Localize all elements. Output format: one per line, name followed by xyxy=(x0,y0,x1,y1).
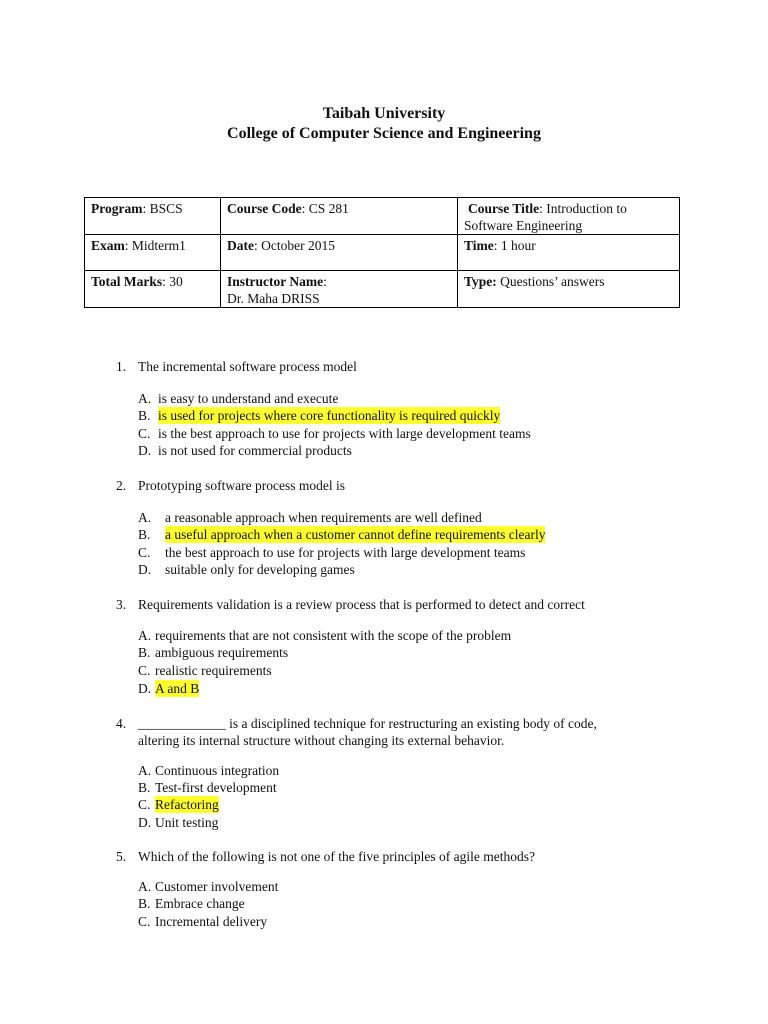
exam-label: Exam xyxy=(91,238,125,253)
total-marks-value: : 30 xyxy=(162,274,183,289)
q1-option-a-text: is easy to understand and execute xyxy=(158,391,339,406)
type-label: Type: xyxy=(464,274,497,289)
q4-option-d-text: Unit testing xyxy=(155,815,219,830)
question-4-text-line-1: _____________ is a disciplined technique for restructuring an existing body of code, xyxy=(138,716,597,731)
q2-option-d-text: suitable only for developing games xyxy=(165,562,355,577)
question-5-text: Which of the following is not one of the five principles of agile methods? xyxy=(138,849,536,864)
course-title-label: Course Title xyxy=(468,201,540,216)
total-marks-cell xyxy=(85,271,221,308)
course-code-label: Course Code xyxy=(227,201,302,216)
q5-option-b-letter: B. xyxy=(138,896,151,911)
q3-option-c-letter: C. xyxy=(138,663,151,678)
q4-option-d-letter: D. xyxy=(138,815,152,830)
exam-value: : Midterm1 xyxy=(124,238,186,253)
q1-option-c-text: is the best approach to use for projects with large development teams xyxy=(158,426,531,441)
q5-option-c-letter: C. xyxy=(138,914,151,929)
question-2-text: Prototyping software process model is xyxy=(138,478,345,493)
question-1-text: The incremental software process model xyxy=(138,359,357,374)
q3-option-a-letter: A. xyxy=(138,628,152,643)
q4-option-b-text: Test-first development xyxy=(155,780,277,795)
date-cell xyxy=(221,235,458,271)
q3-option-d-text: A and B xyxy=(155,681,200,696)
q4-option-a-letter: A. xyxy=(138,763,152,778)
q3-option-a-text: requirements that are not consistent with the scope of the problem xyxy=(155,628,512,643)
q1-option-d-text: is not used for commercial products xyxy=(158,443,352,458)
question-4-text-line-2: altering its internal structure without changing its external behavior. xyxy=(138,733,505,748)
q5-option-b-text: Embrace change xyxy=(155,896,245,911)
q1-option-b-letter: B. xyxy=(138,408,151,423)
instructor-label: Instructor Name xyxy=(227,274,324,289)
q3-option-c-text: realistic requirements xyxy=(155,663,272,678)
q5-option-a-text: Customer involvement xyxy=(155,879,279,894)
total-marks-label: Total Marks xyxy=(91,274,163,289)
info-row-3 xyxy=(85,271,680,308)
info-row-1 xyxy=(85,198,680,235)
time-cell xyxy=(458,235,680,271)
time-label: Time xyxy=(464,238,494,253)
instructor-colon: : xyxy=(323,274,327,289)
university-title: Taibah University xyxy=(322,105,446,122)
q1-option-b-text: is used for projects where core functionality is required quickly xyxy=(158,408,501,423)
time-value: : 1 hour xyxy=(493,238,536,253)
question-4-number: 4. xyxy=(116,716,127,731)
q4-option-a-text: Continuous integration xyxy=(155,763,280,778)
course-title-cell xyxy=(458,198,680,235)
question-3-text: Requirements validation is a review process that is performed to detect and correct xyxy=(138,597,585,612)
date-value: : October 2015 xyxy=(254,238,335,253)
q4-option-b-letter: B. xyxy=(138,780,151,795)
q3-option-b-letter: B. xyxy=(138,645,151,660)
question-1-number: 1. xyxy=(116,359,127,374)
q2-option-a-text: a reasonable approach when requirements are well defined xyxy=(165,510,482,525)
q4-option-c-text: Refactoring xyxy=(155,797,219,812)
program-value: : BSCS xyxy=(142,201,183,216)
q3-option-b-text: ambiguous requirements xyxy=(155,645,289,660)
type-cell xyxy=(458,271,680,308)
course-code-cell xyxy=(221,198,458,235)
question-5-number: 5. xyxy=(116,849,127,864)
instructor-cell xyxy=(221,271,458,308)
q2-option-c-letter: C. xyxy=(138,545,151,560)
q2-option-b-text: a useful approach when a customer cannot define requirements clearly xyxy=(165,527,546,542)
college-title: College of Computer Science and Engineering xyxy=(227,125,541,142)
info-row-2 xyxy=(85,235,680,271)
q1-option-a-letter: A. xyxy=(138,391,152,406)
q4-option-c-letter: C. xyxy=(138,797,151,812)
exam-cell xyxy=(85,235,221,271)
course-title-value: : Introduction to xyxy=(539,201,627,216)
q1-option-d-letter: D. xyxy=(138,443,152,458)
q2-option-a-letter: A. xyxy=(138,510,152,525)
program-label: Program xyxy=(91,201,143,216)
type-value: Questions’ answers xyxy=(496,274,605,289)
instructor-value: Dr. Maha DRISS xyxy=(227,291,320,306)
date-label: Date xyxy=(227,238,254,253)
course-title-value-line2: Software Engineering xyxy=(464,218,583,233)
course-code-value: : CS 281 xyxy=(301,201,349,216)
q2-option-b-letter: B. xyxy=(138,527,151,542)
program-cell xyxy=(85,198,221,235)
q1-option-c-letter: C. xyxy=(138,426,151,441)
question-3-number: 3. xyxy=(116,597,127,612)
question-2-number: 2. xyxy=(116,478,127,493)
q2-option-c-text: the best approach to use for projects with large development teams xyxy=(165,545,526,560)
exam-info-table xyxy=(84,197,680,308)
q5-option-a-letter: A. xyxy=(138,879,152,894)
q2-option-d-letter: D. xyxy=(138,562,152,577)
q5-option-c-text: Incremental delivery xyxy=(155,914,268,929)
q3-option-d-letter: D. xyxy=(138,681,152,696)
